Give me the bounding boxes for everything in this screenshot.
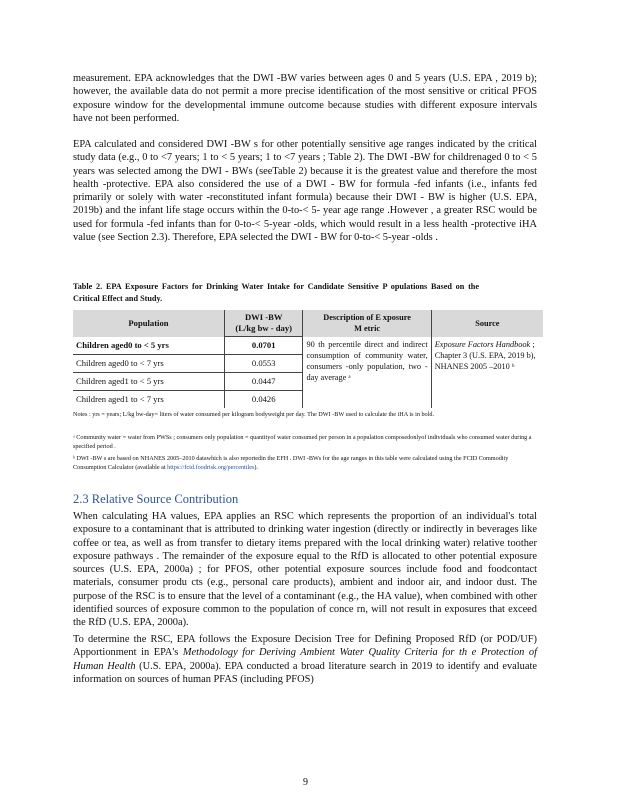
- paragraph-rsc-definition: When calculating HA values, EPA applies an RSC which represents the proportion of an individual's total exposure to a contaminant that is attributed to drinking water ingestion (directly or indirectly in beverages like coffee or tea, as well as from transfer to dietary items prepared with the local drinking water) relative toother exposure pathways . The remainder of the exposure equal to the RfD is allocated to other potential exposure sources (U.S. EPA, 2000a) ; for PFOS, other potential exposure sources include food and foodcontact materials, consumer produ cts (e.g., personal care products), ambient and indoor air, and indoor dust. The purpose of the RSC is to ensure that the level of a contaminant (e.g., the HA value), when combined with other identified sources of exposure common to the population of conce rn, will not result in exposures that exceed the RfD (U.S. EPA, 2000a).: [73, 511, 537, 629]
- source-cell: [431, 337, 543, 409]
- section-heading-rsc: 2.3 Relative Source Contribution: [73, 492, 239, 506]
- header-dwi-bw: [224, 310, 303, 337]
- exposure-factors-table: [73, 310, 543, 408]
- page-number: 9: [303, 777, 308, 788]
- row-population: Children aged0 to < 5 yrs: [73, 337, 224, 355]
- header-description-line1: Description of E xposure: [323, 313, 411, 322]
- fcid-percentiles-link[interactable]: https://fcid.foodrisk.org/percentiles: [167, 463, 255, 471]
- paragraph-rsc-method: [73, 633, 537, 686]
- header-population: Population: [73, 310, 224, 337]
- row-population: Children aged1 to < 5 yrs: [73, 373, 224, 391]
- header-description: [303, 310, 431, 337]
- description-cell: 90 th percentile direct and indirect consumption of community water, consumers -only population, two -day average ᵃ: [303, 337, 431, 409]
- source-details: ; Chapter 3 (U.S. EPA, 2019 b), NHANES 2005 –2010 ᵇ: [434, 339, 536, 372]
- row-dwi-value: 0.0426: [224, 391, 303, 409]
- table-notes: Notes : yrs = years; L/kg bw-day= liters of water consumed per kilogram bodyweight per day. The DWI -BW used to calculate the iHA is in bold.: [73, 411, 435, 418]
- footnote-b-end: ).: [254, 463, 258, 471]
- header-source: Source: [431, 310, 543, 337]
- header-description-line2: M etric: [354, 324, 381, 334]
- table-footnote-a: ᵃ Community water = water from PWSs ; consumers only population = quantityof water consumed per person in a population composedonlyof individuals who consumed water during a specified period .: [73, 434, 532, 450]
- row-dwi-value: 0.0553: [224, 355, 303, 373]
- footnote-b-text: ᵇ DWI -BW s are based on NHANES 2005–2010 datawhich is also reportedin the EFH . DWI -BWs for the age ranges in this table were calculated using the FCID Commodity Consumption Calculator (available at: [73, 455, 509, 471]
- paragraph-dwi-selection: EPA calculated and considered DWI -BW s for other potentially sensitive age ranges indicated by the critical study data (e.g., 0 to <7 years; 1 to < 5 years; 1 to <7 years ; Table 2). The DWI -BW for childrenaged 0 to < 5 years was selected among the DWI - BWs (seeTable 2) because it is the greatest value and therefore the most health -protective. EPA also considered the use of a DWI - BW for formula -fed infants (i.e., infants fed primarily or solely with water -reconstituted infant formula) because their DWI - BW is higher (U.S. EPA, 2019b) and the infant life stage occurs within the 0-to-< 5- year age range .However , a greater RSC would be used for formula -fed infants than for 0-to-< 5-year -olds, which would result in a less health -protective iHA value (see Section 2.3). Therefore, EPA selected the DWI - BW for 0-to-< 5-year -olds .: [73, 139, 537, 244]
- row-dwi-value: 0.0447: [224, 373, 303, 391]
- header-dwi-line1: DWI -BW: [244, 312, 283, 323]
- source-handbook-title: Exposure Factors Handbook: [434, 339, 531, 349]
- table-row: [73, 337, 543, 355]
- table-2-caption: Table 2. EPA Exposure Factors for Drinking Water Intake for Candidate Sensitive P opulations Based on the Critical Effect and Study.: [73, 282, 479, 303]
- table-footnote-b: [73, 455, 543, 472]
- table-header-row: [73, 310, 543, 337]
- header-dwi-line2: (L/kg bw - day): [235, 323, 292, 334]
- paragraph-dwi-window: measurement. EPA acknowledges that the DWI -BW varies between ages 0 and 5 years (U.S. EPA , 2019 b); however, the available data do not permit a more precise identification of the most sensitive or critical PFOS exposure window for the developmental immune outcome because studies with different exposure intervals have not been performed.: [73, 73, 537, 124]
- row-population: Children aged1 to < 7 yrs: [73, 391, 224, 409]
- para4-end: (U.S. EPA, 2000a). EPA conducted a broad literature search in 2019 to identify and evaluate information on sources of human PFAS (including PFOS): [73, 660, 537, 685]
- row-population: Children aged0 to < 7 yrs: [73, 355, 224, 373]
- row-dwi-value: 0.0701: [224, 337, 303, 355]
- para4-start: To determine the RSC, EPA follows the Exposure Decision Tree for Defining Proposed RfD (or POD/UF) Apportionment in EPA's: [73, 634, 537, 659]
- methodology-title: Methodology for Deriving Ambient Water Quality Criteria for th e Protection of Human Health: [73, 647, 537, 672]
